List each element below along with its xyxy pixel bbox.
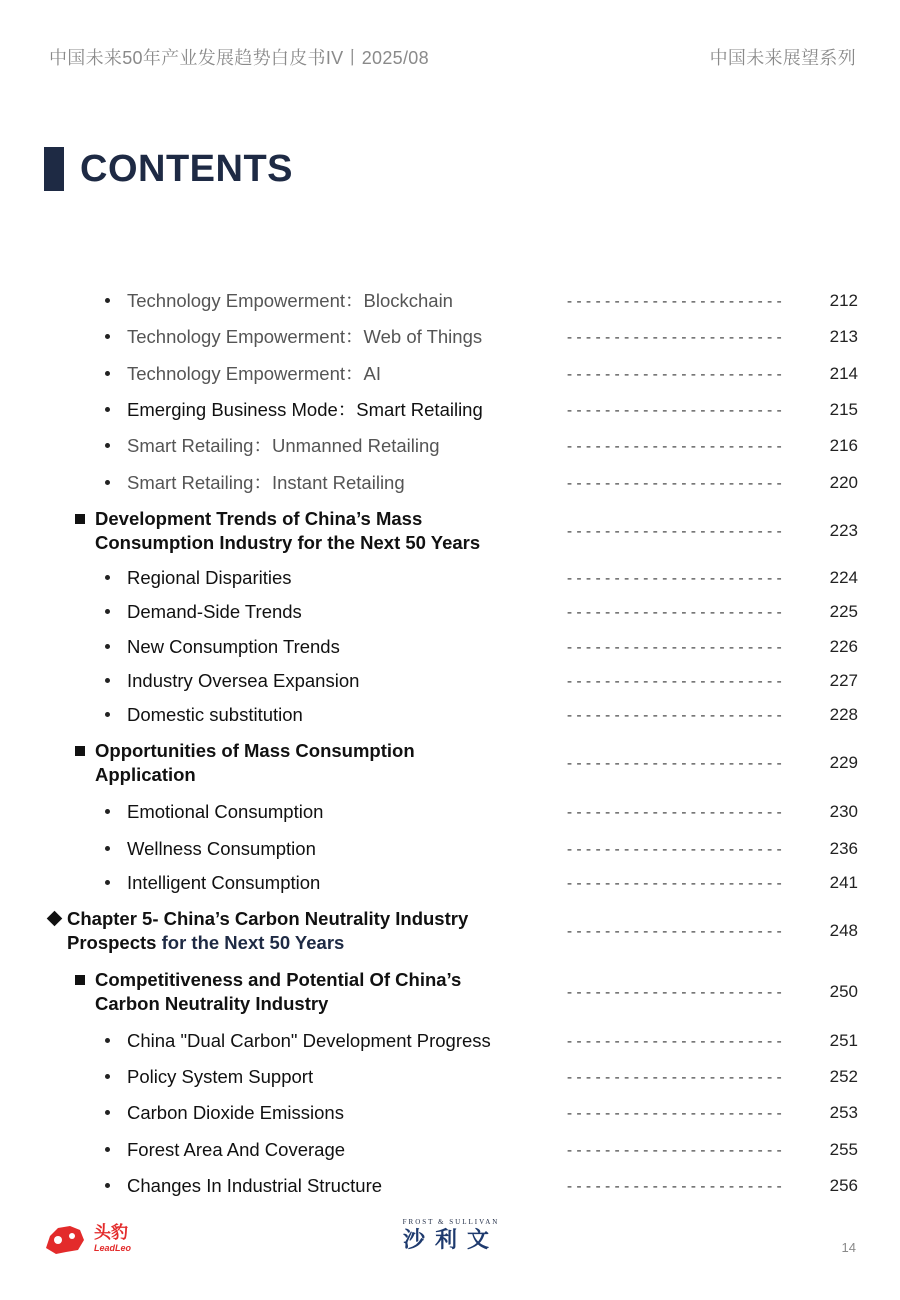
- dot-bullet-icon: [105, 575, 110, 580]
- toc-page-number: 241: [829, 873, 858, 892]
- contents-title: CONTENTS: [80, 147, 293, 190]
- toc-entry-title: Policy System Support: [127, 1066, 314, 1087]
- toc-leader-dots: -----------------------: [565, 706, 785, 724]
- toc-leader-dots: -----------------------: [565, 401, 785, 419]
- toc-leader-dots: -----------------------: [565, 292, 785, 310]
- toc-page-number: 253: [829, 1103, 858, 1122]
- dot-bullet-icon: [105, 609, 110, 614]
- toc-page-number: 212: [829, 291, 858, 310]
- toc-entry-title: Intelligent Consumption: [127, 872, 321, 893]
- toc-page-number: 225: [829, 602, 858, 621]
- toc-page-number: 255: [829, 1140, 858, 1159]
- dot-bullet-icon: [105, 1110, 110, 1115]
- toc-entry-title: Smart Retailing：Instant Retailing: [127, 472, 405, 493]
- toc-entry-title: Competitiveness and Potential Of China’s: [95, 969, 462, 990]
- toc-page-number: 230: [829, 802, 858, 821]
- toc-page-number: 229: [829, 753, 858, 772]
- toc-leader-dots: -----------------------: [565, 603, 785, 621]
- dot-bullet-icon: [105, 480, 110, 485]
- toc-page-number: 214: [829, 364, 858, 383]
- toc-leader-dots: -----------------------: [565, 638, 785, 656]
- toc-page-number: 252: [829, 1067, 858, 1086]
- toc-page-number: 226: [829, 637, 858, 656]
- toc-entry-title: Emotional Consumption: [127, 801, 324, 822]
- toc-leader-dots: -----------------------: [565, 569, 785, 587]
- toc-entry-title: Emerging Business Mode：Smart Retailing: [127, 399, 483, 420]
- toc-page-number: 248: [829, 921, 858, 940]
- toc-entry-title: Regional Disparities: [127, 567, 292, 588]
- toc-leader-dots: -----------------------: [565, 437, 785, 455]
- toc-entry-title: Smart Retailing：Unmanned Retailing: [127, 435, 440, 456]
- contents-heading: [44, 147, 293, 191]
- toc-entry-title: Carbon Dioxide Emissions: [127, 1102, 344, 1123]
- toc-entry-title: Opportunities of Mass Consumption: [95, 740, 415, 761]
- toc-page-number: 223: [829, 521, 858, 540]
- square-bullet-icon: [75, 746, 85, 756]
- dot-bullet-icon: [105, 678, 110, 683]
- frost-sullivan-logo-en: FROST & SULLIVAN: [402, 1218, 500, 1226]
- toc-leader-dots: -----------------------: [565, 328, 785, 346]
- toc-page-number: 250: [829, 982, 858, 1001]
- dot-bullet-icon: [105, 1074, 110, 1079]
- toc-entry-title: Chapter 5- China’s Carbon Neutrality Industry: [67, 908, 469, 929]
- toc-page-number: 236: [829, 839, 858, 858]
- toc-entry-title: Application: [95, 764, 196, 785]
- toc-leader-dots: -----------------------: [565, 874, 785, 892]
- dot-bullet-icon: [105, 298, 110, 303]
- header-series-name: 中国未来展望系列: [709, 48, 856, 68]
- toc-entry-title: Domestic substitution: [127, 704, 303, 725]
- toc-leader-dots: -----------------------: [565, 754, 785, 772]
- toc-entry-title: Forest Area And Coverage: [127, 1139, 346, 1160]
- dot-bullet-icon: [105, 880, 110, 885]
- toc-entry-title: Industry Oversea Expansion: [127, 670, 360, 691]
- toc-leader-dots: -----------------------: [565, 840, 785, 858]
- toc-page-number: 256: [829, 1176, 858, 1195]
- leadleo-logo-icon: [44, 1218, 144, 1256]
- toc-entry-title: Consumption Industry for the Next 50 Years: [95, 532, 481, 553]
- square-bullet-icon: [75, 514, 85, 524]
- leadleo-logo-cn: 头豹: [94, 1223, 128, 1242]
- dot-bullet-icon: [105, 1147, 110, 1152]
- header-report-title: 中国未来50年产业发展趋势白皮书IV丨2025/08: [49, 48, 429, 68]
- page-number: 14: [841, 1240, 856, 1255]
- toc-leader-dots: -----------------------: [565, 1177, 785, 1195]
- toc-page-number: 224: [829, 568, 858, 587]
- toc-page-number: 215: [829, 400, 858, 419]
- toc-leader-dots: -----------------------: [565, 1104, 785, 1122]
- frost-sullivan-logo-icon: [388, 1216, 514, 1252]
- square-bullet-icon: [75, 975, 85, 985]
- frost-sullivan-logo-cn: 沙利文: [402, 1228, 500, 1252]
- dot-bullet-icon: [105, 809, 110, 814]
- toc-leader-dots: -----------------------: [565, 1068, 785, 1086]
- toc-page-number: 216: [829, 436, 858, 455]
- toc-entry-title: Technology Empowerment：AI: [127, 363, 381, 384]
- toc-entry-title: China "Dual Carbon" Development Progress: [127, 1030, 491, 1051]
- toc-page-number: 227: [829, 671, 858, 690]
- toc-leader-dots: -----------------------: [565, 983, 785, 1001]
- toc-entry-title: Wellness Consumption: [127, 838, 316, 859]
- toc-entry-title: Changes In Industrial Structure: [127, 1175, 383, 1196]
- dot-bullet-icon: [105, 1038, 110, 1043]
- leadleo-logo: [44, 1218, 144, 1256]
- dot-bullet-icon: [105, 407, 110, 412]
- toc-leader-dots: -----------------------: [565, 522, 785, 540]
- toc-page-number: 251: [829, 1031, 858, 1050]
- dot-bullet-icon: [105, 846, 110, 851]
- toc-leader-dots: -----------------------: [565, 365, 785, 383]
- diamond-bullet-icon: [47, 911, 63, 927]
- page-header: [49, 44, 856, 72]
- toc-entry-title: Technology Empowerment：Blockchain: [127, 290, 453, 311]
- toc-leader-dots: -----------------------: [565, 1141, 785, 1159]
- toc-page-number: 220: [829, 473, 858, 492]
- heading-accent-bar: [44, 147, 64, 191]
- toc-leader-dots: -----------------------: [565, 803, 785, 821]
- toc-entry-title: Prospects for the Next 50 Years: [67, 932, 345, 953]
- toc-entry-title: New Consumption Trends: [127, 636, 340, 657]
- dot-bullet-icon: [105, 644, 110, 649]
- toc-entry-title: Carbon Neutrality Industry: [95, 993, 329, 1014]
- dot-bullet-icon: [105, 712, 110, 717]
- dot-bullet-icon: [105, 371, 110, 376]
- leadleo-logo-en: LeadLeo: [94, 1243, 132, 1253]
- toc-entry-title: Technology Empowerment：Web of Things: [127, 326, 483, 347]
- dot-bullet-icon: [105, 334, 110, 339]
- toc-leader-dots: -----------------------: [565, 1032, 785, 1050]
- toc-entry-title: Development Trends of China’s Mass: [95, 508, 423, 529]
- toc-leader-dots: -----------------------: [565, 922, 785, 940]
- toc-leader-dots: -----------------------: [565, 672, 785, 690]
- toc-page-number: 228: [829, 705, 858, 724]
- frost-sullivan-logo: [388, 1216, 514, 1252]
- toc-leader-dots: -----------------------: [565, 474, 785, 492]
- dot-bullet-icon: [105, 443, 110, 448]
- toc-entry-title: Demand-Side Trends: [127, 601, 302, 622]
- toc-page-number: 213: [829, 327, 858, 346]
- dot-bullet-icon: [105, 1183, 110, 1188]
